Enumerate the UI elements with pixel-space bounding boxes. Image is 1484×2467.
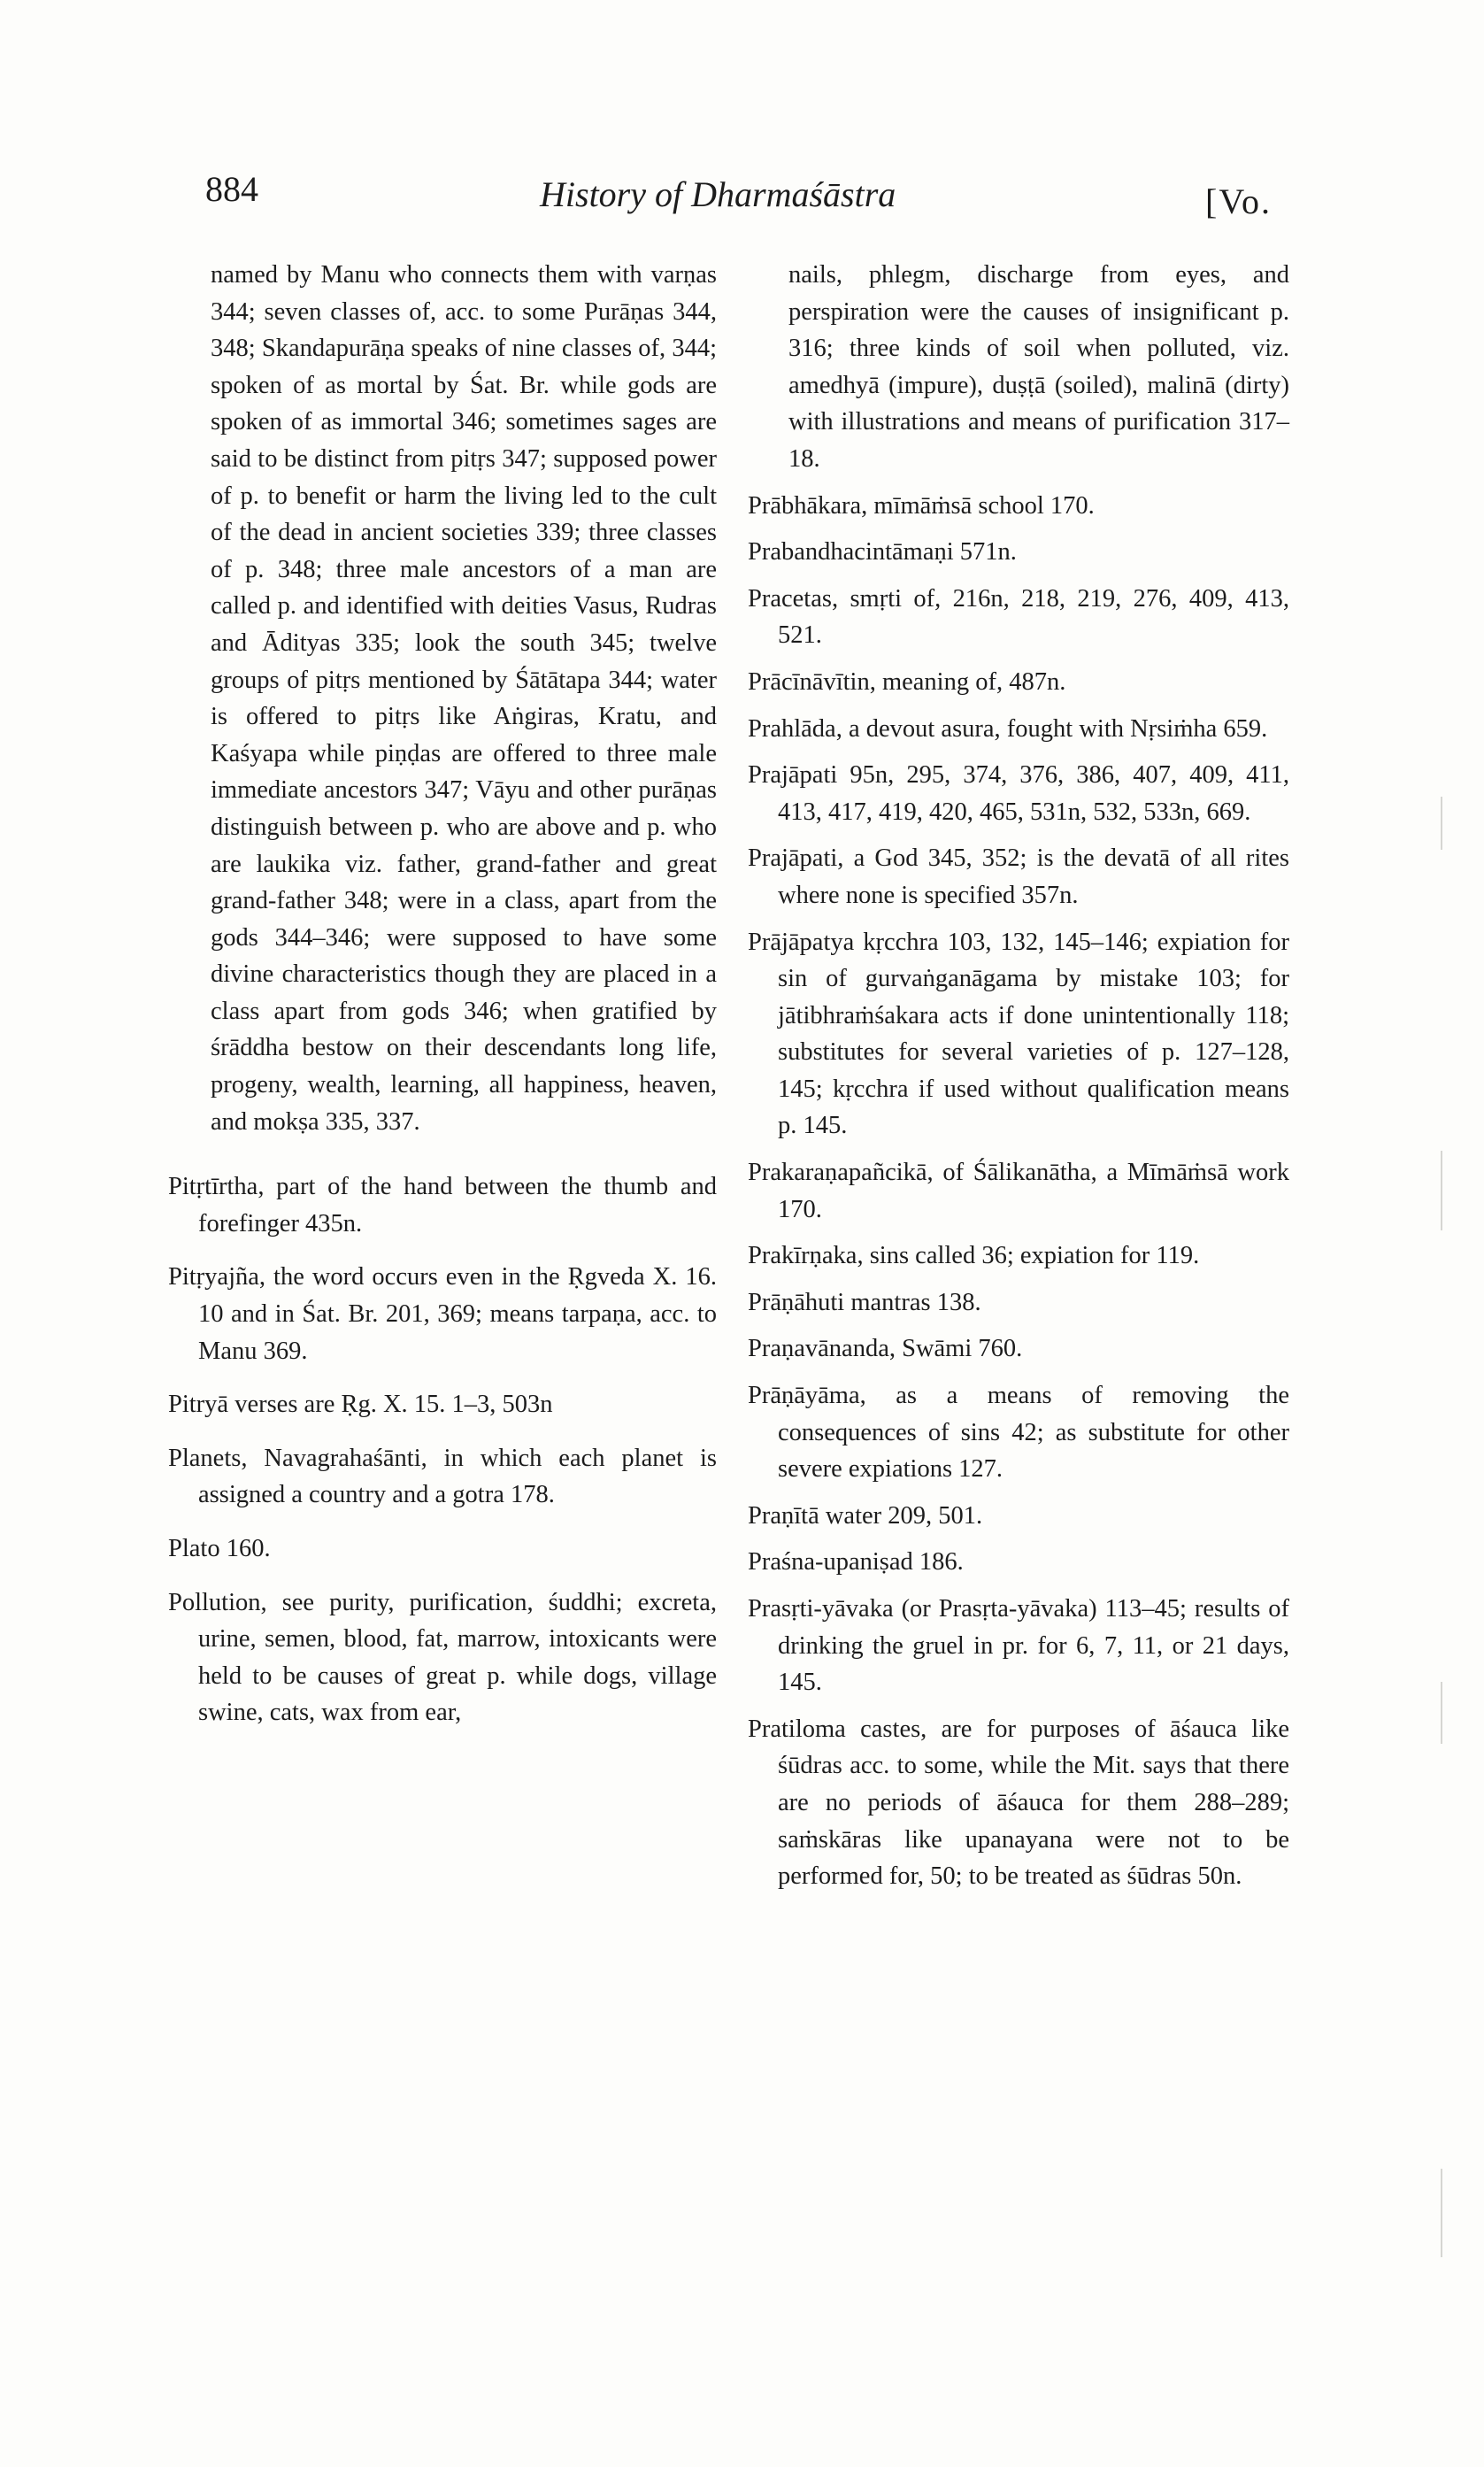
index-entry: Prācīnāvītin, meaning of, 487n. [748,667,1066,696]
index-entry: Pratiloma castes, are for purposes of āśauca like śūdras acc. to some, while the Mit. says that there are no periods of āśauca for them 288–289; saṁskāras like upanayana were not to be performed for, 50; to be treated as śūdras 50n. [748,1715,1289,1891]
scan-edge-mark [1441,797,1442,850]
index-entry: Prabandhacintāmaṇi 571n. [748,538,1017,567]
scan-edge-mark [1441,2169,1442,2257]
index-entry-continued: named by Manu who connects them with varṇas 344; seven classes of, acc. to some Purāṇas 344, 348; Skandapurāṇa speaks of nine classes of, 344; spoken of as mortal by Śat. Br. while gods are spoken of as immortal 346; sometimes sages are said to be distinct from pitṛs 347; supposed power of p. to benefit or harm the living led to the cult of the dead in ancient societies 339; three classes of p. 348; three male ancestors of a man are called p. and identified with deities Vasus, Rudras and Ādityas 335; look the south 345; twelve groups of pitṛs mentioned by Śātātapa 344; water is offered to pitṛs like Aṅgiras, Kratu, and Kaśyapa while piṇḍas are offered to three male immediate ancestors 347; Vāyu and other purāṇas distinguish between p. who are above and p. who are laukika viz. father, grand-father and great grand-father 348; were in a class, apart from the gods 344–346; were supposed to have some divine characteristics though they are placed in a class apart from gods 346; when gratified by śrāddha bestow on their descendants long life, progeny, wealth, learning, all happiness, heaven, and mokṣa 335, 337. [211,261,717,1136]
index-entry: Prakaraṇapañcikā, of Śālikanātha, a Mīmāṁsā work 170. [748,1159,1289,1223]
index-entry: Pracetas, smṛti of, 216n, 218, 219, 276, 409, 413, 521. [748,584,1289,650]
index-entry: Praṇītā water 209, 501. [748,1501,983,1530]
page-number: 884 [205,169,258,209]
page-header [0,168,1484,221]
volume-marker: [Vo. [1205,181,1273,221]
index-entry: Prābhākara, mīmāṁsā school 170. [748,491,1095,520]
index-entry: Prajāpati, a God 345, 352; is the devatā of all rites where none is specified 357n. [748,844,1289,909]
index-entry: Praṇavānanda, Swāmi 760. [748,1335,1023,1363]
index-entry: Praśna-upaniṣad 186. [748,1548,964,1577]
index-entry: Prāṇāhuti mantras 138. [748,1288,981,1316]
index-entry: Prāṇāyāma, as a means of removing the consequences of sins 42; as substitute for other severe expiations 127. [748,1382,1289,1484]
running-title: History of Dharmaśāstra [540,174,896,214]
index-column-right [748,257,1289,1905]
index-entry: Pitṛyajña, the word occurs even in the Ṛgveda X. 16. 10 and in Śat. Br. 201, 369; means tarpaṇa, acc. to Manu 369. [168,1263,717,1365]
scan-edge-mark [1441,1151,1442,1230]
index-entry: Prasṛti-yāvaka (or Prasṛta-yāvaka) 113–45; results of drinking the gruel in pr. for 6, 7, 11, or 21 days, 145. [748,1595,1289,1697]
index-entry: Plato 160. [168,1535,271,1562]
index-column-left [168,257,717,1748]
index-entry: Pollution, see purity, purification, śuddhi; excreta, urine, semen, blood, fat, marrow, intoxicants were held to be causes of great p. while dogs, village swine, cats, wax from ear, [168,1588,717,1727]
index-entry: Pitṛtīrtha, part of the hand between the thumb and forefinger 435n. [168,1173,717,1237]
index-entry: Prajāpati 95n, 295, 374, 376, 386, 407, 409, 411, 413, 417, 419, 420, 465, 531n, 532, 533n, 669. [748,761,1289,826]
index-entry: Prājāpatya kṛcchra 103, 132, 145–146; expiation for sin of gurvaṅganāgama by mistake 103; for jātibhraṁśakara acts if done unintentionally 118; substitutes for several varieties of p. 127–128, 145; kṛcchra if used without qualification means p. 145. [748,928,1289,1140]
index-entry-continued: nails, phlegm, discharge from eyes, and perspiration were the causes of insignificant p. 316; three kinds of soil when polluted, viz. amedhyā (impure), duṣṭā (soiled), malinā (dirty) with illustrations and means of purification 317–18. [788,261,1289,473]
index-entry: Planets, Navagrahaśānti, in which each planet is assigned a country and a gotra 178. [168,1444,717,1509]
index-entry: Prakīrṇaka, sins called 36; expiation for 119. [748,1242,1200,1270]
index-entry: Pitryā verses are Ṛg. X. 15. 1–3, 503n [168,1391,553,1419]
scan-edge-mark [1441,1682,1442,1744]
index-entry: Prahlāda, a devout asura, fought with Nṛsiṁha 659. [748,714,1268,743]
